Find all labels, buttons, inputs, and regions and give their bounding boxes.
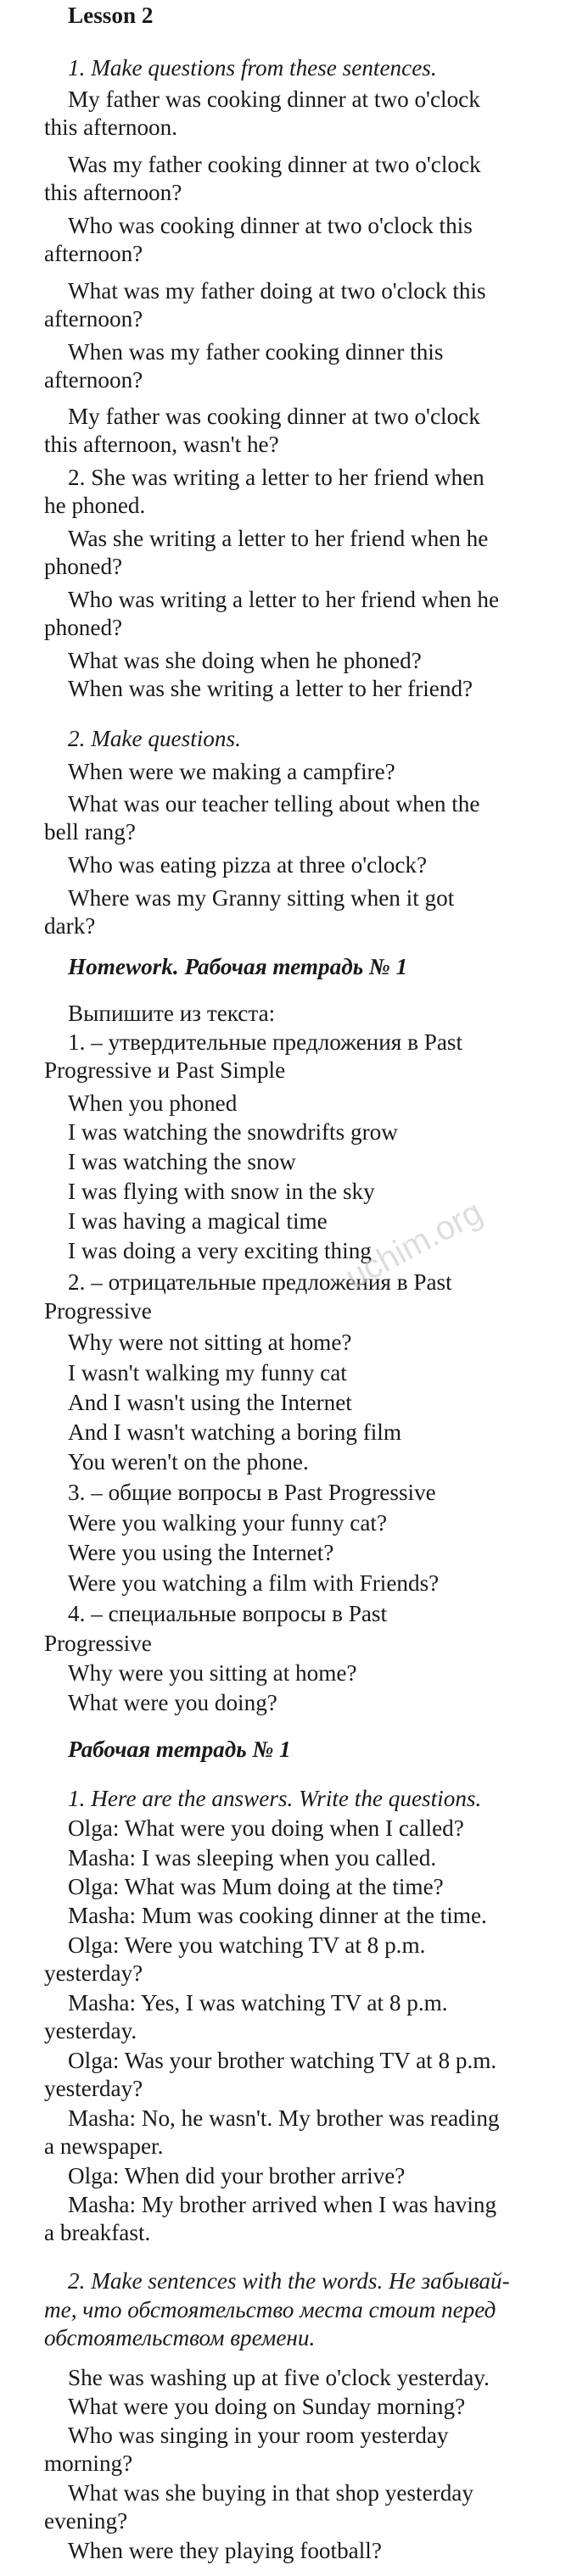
text-line: 2. She was writing a letter to her friend when xyxy=(68,465,485,490)
text-line: yesterday. xyxy=(44,2018,137,2044)
exercise-heading-cont: обстоятельством времени. xyxy=(44,2325,316,2350)
text-line: 4. – специальные вопросы в Past xyxy=(68,1601,388,1626)
text-line: Masha: My brother arrived when I was having xyxy=(68,2192,497,2217)
exercise-heading: 2. Make sentences with the words. Не забывай- xyxy=(68,2268,510,2294)
text-line: Who was eating pizza at three o'clock? xyxy=(68,852,428,878)
text-line: this afternoon? xyxy=(44,180,182,205)
text-line: yesterday? xyxy=(44,1960,143,1986)
text-line: he phoned. xyxy=(44,493,146,518)
text-line: Were you walking your funny cat? xyxy=(68,1510,388,1536)
text-line: Progressive xyxy=(44,1631,152,1656)
text-line: evening? xyxy=(44,2508,128,2534)
text-line: Progressive xyxy=(44,1298,152,1324)
text-line: When was she writing a letter to her friend? xyxy=(68,676,473,701)
text-line: afternoon? xyxy=(44,367,143,393)
text-line: I wasn't walking my funny cat xyxy=(68,1360,347,1386)
text-line: 1. – утвердительные предложения в Past xyxy=(68,1029,463,1055)
text-line: Masha: No, he wasn't. My brother was reading xyxy=(68,2105,500,2131)
text-line: phoned? xyxy=(44,615,123,640)
text-line: My father was cooking dinner at two o'clock xyxy=(68,86,480,112)
text-line: I was flying with snow in the sky xyxy=(68,1179,375,1204)
text-line: And I wasn't watching a boring film xyxy=(68,1419,401,1445)
text-line: Masha: Mum was cooking dinner at the time. xyxy=(68,1903,487,1928)
text-line: You weren't on the phone. xyxy=(68,1449,309,1475)
text-line: What were you doing on Sunday morning? xyxy=(68,2394,466,2419)
text-line: this afternoon. xyxy=(44,114,178,140)
text-line: this afternoon, wasn't he? xyxy=(44,432,279,457)
exercise-heading: 2. Make questions. xyxy=(68,726,241,751)
text-line: When were they playing football? xyxy=(68,2538,382,2563)
exercise-heading-cont: те, что обстоятельство места стоит перед xyxy=(44,2297,496,2322)
text-line: Was my father cooking dinner at two o'clock xyxy=(68,152,481,177)
text-line: She was washing up at five o'clock yesterday. xyxy=(68,2365,490,2390)
text-line: Olga: What was Mum doing at the time? xyxy=(68,1874,444,1899)
text-line: What was my father doing at two o'clock this xyxy=(68,278,486,304)
text-line: Progressive и Past Simple xyxy=(44,1057,286,1083)
text-line: Who was cooking dinner at two o'clock this xyxy=(68,213,473,238)
text-line: What were you doing? xyxy=(68,1690,277,1715)
exercise-heading: 1. Here are the answers. Write the questions. xyxy=(68,1786,482,1811)
text-line: bell rang? xyxy=(44,819,136,845)
exercise-heading: 1. Make questions from these sentences. xyxy=(68,55,437,81)
text-line: 3. – общие вопросы в Past Progressive xyxy=(68,1480,436,1505)
text-line: I was having a magical time xyxy=(68,1208,328,1234)
text-line: Masha: Yes, I was watching TV at 8 p.m. xyxy=(68,1990,448,2016)
text-line: Olga: Were you watching TV at 8 p.m. xyxy=(68,1932,426,1958)
text-line: afternoon? xyxy=(44,306,143,332)
text-line: When was my father cooking dinner this xyxy=(68,339,444,365)
text-line: When were we making a campfire? xyxy=(68,759,395,784)
lesson-title: Lesson 2 xyxy=(68,3,154,28)
text-line: Why were you sitting at home? xyxy=(68,1660,357,1686)
text-line: 2. – отрицательные предложения в Past xyxy=(68,1269,452,1295)
text-line: What was our teacher telling about when the xyxy=(68,791,480,817)
text-line: I was watching the snowdrifts grow xyxy=(68,1119,398,1145)
text-line: Olga: What were you doing when I called? xyxy=(68,1815,464,1841)
text-line: Who was writing a letter to her friend when he xyxy=(68,587,500,612)
text-line: Masha: I was sleeping when you called. xyxy=(68,1845,437,1871)
text-line: Were you watching a film with Friends? xyxy=(68,1570,440,1596)
text-line: What was she doing when he phoned? xyxy=(68,648,422,673)
text-line: Why were not sitting at home? xyxy=(68,1330,352,1355)
workbook-heading: Рабочая тетрадь № 1 xyxy=(68,1737,291,1762)
text-line: Olga: When did your brother arrive? xyxy=(68,2163,406,2188)
text-line: a newspaper. xyxy=(44,2133,164,2159)
text-line: Was she writing a letter to her friend when he xyxy=(68,526,489,551)
homework-heading: Homework. Рабочая тетрадь № 1 xyxy=(68,954,408,979)
text-line: And I wasn't using the Internet xyxy=(68,1390,352,1415)
watermark: uchim.org xyxy=(339,1193,489,1296)
text-line: Who was singing in your room yesterday xyxy=(68,2423,449,2448)
text-line: dark? xyxy=(44,913,96,939)
text-line: My father was cooking dinner at two o'clock xyxy=(68,404,480,429)
text-line: I was watching the snow xyxy=(68,1149,296,1174)
text-line: Where was my Granny sitting when it got xyxy=(68,885,455,911)
text-line: morning? xyxy=(44,2451,133,2476)
text-line: afternoon? xyxy=(44,241,143,266)
text-line: Olga: Was your brother watching TV at 8 p.m. xyxy=(68,2048,497,2073)
text-line: yesterday? xyxy=(44,2076,143,2101)
text-line: When you phoned xyxy=(68,1090,238,1116)
text-line: Were you using the Internet? xyxy=(68,1540,334,1565)
text-line: What was she buying in that shop yesterday xyxy=(68,2480,473,2506)
text-line: Выпишите из текста: xyxy=(68,1001,276,1026)
text-line: phoned? xyxy=(44,554,123,579)
text-line: I was doing a very exciting thing xyxy=(68,1238,372,1263)
text-line: a breakfast. xyxy=(44,2220,151,2245)
